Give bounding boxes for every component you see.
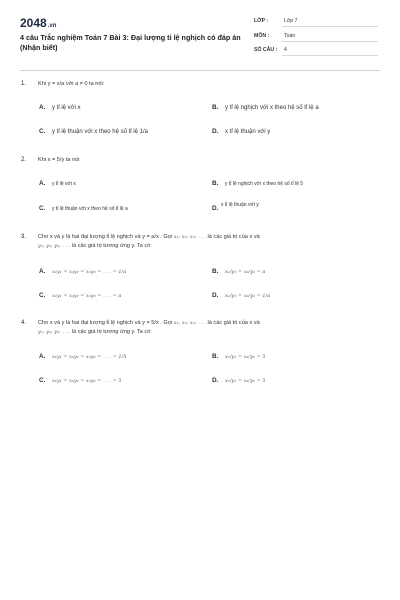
option-a-letter[interactable]: A. — [39, 353, 46, 360]
x-values-math: x₁; x₂; x₃; . . . — [173, 234, 206, 240]
option-b-text[interactable]: x₁/y₁ = x₂/y₂ = 5 — [225, 354, 266, 360]
option-c-letter[interactable]: C. — [39, 292, 46, 299]
y-values-math: y₁; y₂; y₃; . . . — [38, 243, 71, 249]
question-number: 2. — [21, 157, 27, 163]
class-underline — [282, 26, 378, 27]
question-line-1-end: là các giá trị của x và — [207, 320, 260, 326]
option-d-text[interactable]: x₁/y₁ = x₂/y₂ = 5 — [225, 378, 266, 384]
option-d-letter[interactable]: D. — [212, 205, 219, 212]
x-values-math: x₁; x₂; x₃; . . . — [173, 320, 206, 326]
class-value: Lớp 7 — [284, 18, 298, 24]
option-d-letter[interactable]: D. — [212, 377, 219, 384]
option-a-letter[interactable]: A. — [39, 104, 46, 111]
option-d-letter[interactable]: D. — [212, 292, 219, 299]
option-a-text[interactable]: y tỉ lệ với x — [52, 105, 81, 111]
logo-text: 2048 — [20, 16, 47, 30]
option-b-text[interactable]: y tỉ lệ nghịch với x theo hệ số tỉ lệ a — [225, 105, 319, 111]
option-c-letter[interactable]: C. — [39, 377, 46, 384]
option-a-letter[interactable]: A. — [39, 180, 46, 187]
question-number: 1. — [21, 81, 27, 87]
logo-suffix: .vn — [47, 23, 57, 29]
count-label: SỐ CÂU : — [254, 47, 278, 53]
count-value: 4 — [284, 47, 287, 53]
option-c-text[interactable]: x₁y₁ = x₂y₂ = x₃y₃ = . . . = 5 — [52, 378, 122, 384]
option-a-text[interactable]: x₁y₁ = x₂y₂ = x₃y₃ = . . . = 1/a — [52, 269, 127, 275]
option-a-text[interactable]: y tỉ lệ với x — [52, 181, 76, 187]
option-b-letter[interactable]: B. — [212, 353, 219, 360]
class-row — [254, 18, 298, 24]
count-row — [254, 47, 287, 53]
question-number: 4. — [21, 320, 27, 326]
option-c-text[interactable]: y tỉ lệ thuận với x theo hệ số tỉ lệ a — [52, 206, 128, 212]
question-line-2: là các giá trị tương ứng y. Ta có: — [71, 329, 152, 335]
option-b-text[interactable]: x₁/y₁ = x₂/y₂ = a — [225, 269, 266, 275]
question-text — [38, 319, 383, 337]
subject-value: Toán — [284, 33, 296, 39]
option-b-text[interactable]: y tỉ lệ nghịch với x theo hệ số tỉ lệ 5 — [225, 181, 304, 187]
site-logo[interactable] — [20, 16, 56, 30]
option-b-letter[interactable]: B. — [212, 104, 219, 111]
question-text: Khi y = x/a với a ≠ 0 ta nói: — [38, 81, 105, 87]
option-c-letter[interactable]: C. — [39, 128, 46, 135]
option-d-letter[interactable]: D. — [212, 128, 219, 135]
question-line-2: là các giá trị tương ứng y. Ta có: — [71, 243, 152, 249]
question-line-1: Cho x và y là hai đại lượng tỉ lệ nghịch và y = a/x . Gọi — [38, 234, 173, 240]
header-divider — [20, 70, 380, 71]
option-c-text[interactable]: y tỉ lệ thuận với x theo hệ số tỉ lệ 1/a — [52, 129, 148, 135]
option-a-letter[interactable]: A. — [39, 268, 46, 275]
subject-underline — [282, 41, 378, 42]
option-d-text[interactable]: x₁/y₁ = x₂/y₂ = 1/a — [225, 293, 271, 299]
count-underline — [282, 55, 378, 56]
option-d-text[interactable]: x tỉ lệ thuận với y — [221, 202, 259, 208]
class-label: LỚP : — [254, 18, 269, 24]
subject-label: MÔN : — [254, 33, 270, 39]
option-c-letter[interactable]: C. — [39, 205, 46, 212]
question-number: 3. — [21, 234, 27, 240]
worksheet-title: 4 câu Trắc nghiệm Toán 7 Bài 3: Đại lượng tỉ lệ nghịch có đáp án (Nhận biết) — [20, 33, 241, 52]
option-b-letter[interactable]: B. — [212, 180, 219, 187]
question-line-1-end: là các giá trị của x và — [207, 234, 260, 240]
question-text — [38, 233, 383, 251]
option-a-text[interactable]: x₁y₁ = x₂y₂ = x₃y₃ = . . . = 1/5 — [52, 354, 127, 360]
option-c-text[interactable]: x₁y₁ = x₂y₂ = x₃y₃ = . . . = a — [52, 293, 122, 299]
subject-row — [254, 33, 295, 39]
question-text: Khi x = 5/y ta nói — [38, 157, 80, 163]
option-b-letter[interactable]: B. — [212, 268, 219, 275]
y-values-math: y₁; y₂; y₃; . . . — [38, 329, 71, 335]
option-d-text[interactable]: x tỉ lệ thuận với y — [225, 129, 271, 135]
question-line-1: Cho x và y là hai đại lượng tỉ lệ nghịch và y = 5/x . Gọi — [38, 320, 173, 326]
